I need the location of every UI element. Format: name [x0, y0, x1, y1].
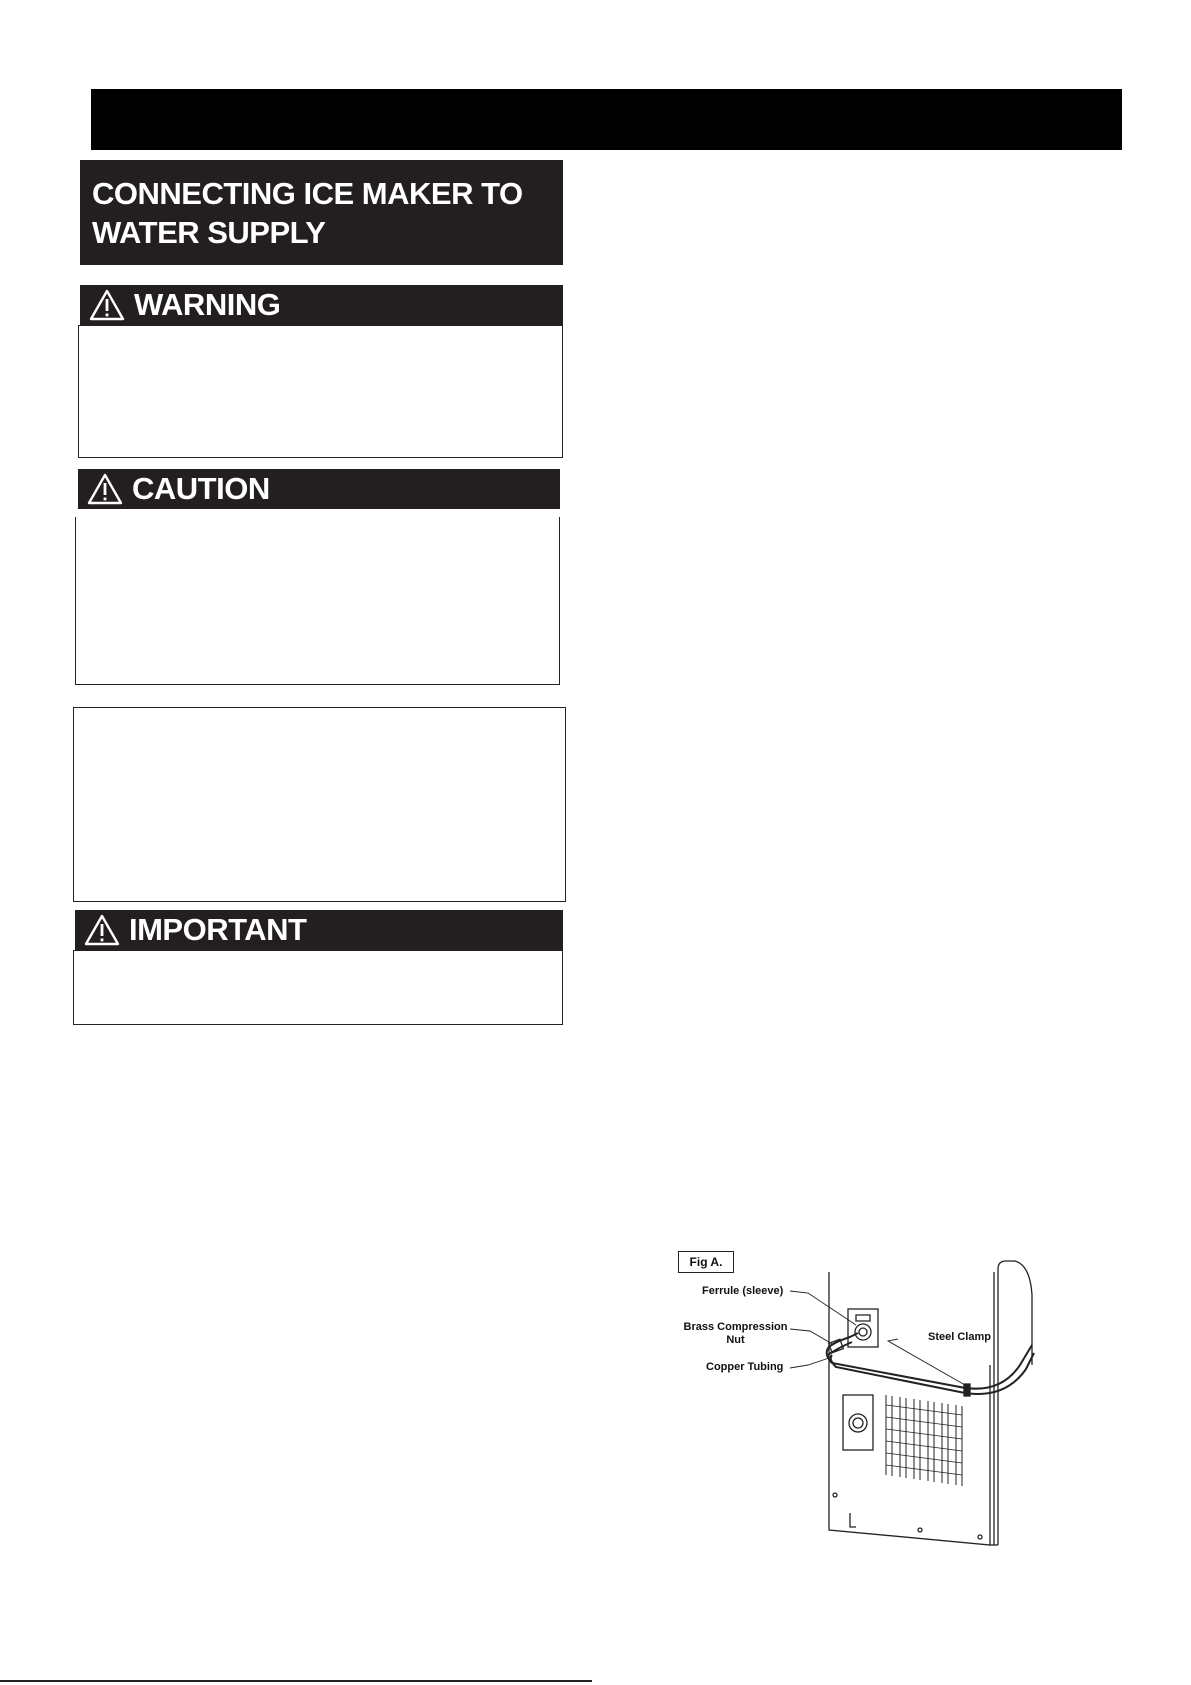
callout-steel-clamp: Steel Clamp	[928, 1331, 991, 1343]
warning-triangle-icon	[86, 472, 124, 506]
figure-tag: Fig A.	[678, 1251, 734, 1273]
warning-box	[78, 325, 563, 458]
section-title-line-1: CONNECTING ICE MAKER TO	[92, 176, 523, 211]
section-title-line-2: WATER SUPPLY	[92, 215, 326, 250]
notice-box	[73, 707, 566, 902]
warning-header	[80, 285, 563, 325]
page-header-bar	[91, 89, 1122, 150]
callout-brass-line-2: Nut	[726, 1334, 745, 1346]
warning-triangle-icon	[83, 913, 121, 947]
callout-brass-nut	[678, 1321, 793, 1347]
figure-a	[660, 1245, 1040, 1560]
warning-label: WARNING	[134, 287, 281, 322]
callout-ferrule: Ferrule (sleeve)	[702, 1285, 784, 1297]
important-header	[75, 910, 563, 950]
callout-copper-tubing: Copper Tubing	[706, 1361, 784, 1373]
callout-brass-line-1: Brass Compression	[683, 1321, 788, 1333]
caution-label: CAUTION	[132, 471, 270, 506]
important-label: IMPORTANT	[129, 912, 307, 947]
important-box	[73, 950, 563, 1025]
caution-box	[75, 517, 560, 685]
caution-header	[78, 469, 560, 509]
warning-triangle-icon	[88, 288, 126, 322]
footer-rule	[0, 1680, 592, 1682]
section-title	[80, 160, 563, 265]
